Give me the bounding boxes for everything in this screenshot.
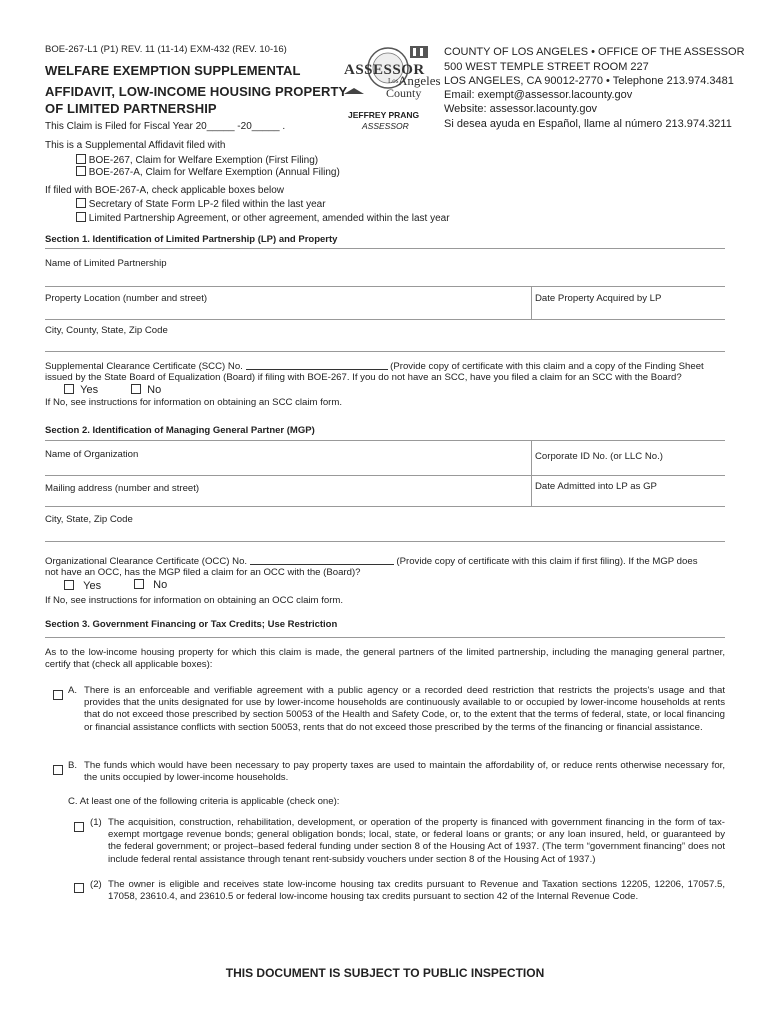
criterion-c2-label: (2) [90,879,102,890]
criterion-c2-text: The owner is eligible and receives state low-income housing tax credits pursuant to Revenue and Taxation sections 12205, 12206, 17057.5, 17058, 23610.4, and 23610.5 or federal low-income housing tax credits pursuant to section 42 of the Internal Revenue Code. [108,879,725,903]
mailing-address-input[interactable] [45,494,525,504]
criterion-c2-checkbox[interactable] [74,883,84,893]
org-name-input[interactable] [45,461,525,473]
mgp-city-label: City, State, Zip Code [45,514,133,525]
occ-label: Organizational Clearance Certificate (OCC) No. [45,556,248,567]
section3-intro: As to the low-income housing property for which this claim is made, the general partners of the limited partnership, including the managing general partner, certify that (check all applicable boxes): [45,647,725,671]
lp2-label: Secretary of State Form LP-2 filed within the last year [88,199,326,210]
mgp-city-input[interactable] [45,527,725,539]
criterion-c-text: C. At least one of the following criteria is applicable (check one): [68,796,340,807]
section1-heading: Section 1. Identification of Limited Partnership (LP) and Property [45,234,338,245]
form-id: BOE-267-L1 (P1) REV. 11 (11-14) EXM-432 (REV. 10-16) [45,44,287,55]
criterion-b-label: B. [68,760,78,771]
corp-id-input[interactable] [535,463,725,473]
boe-267a-label: BOE-267-A, Claim for Welfare Exemption (Annual Filing) [88,167,340,178]
lp-agreement-checkbox[interactable] [76,212,86,222]
assessor-role: ASSESSOR [362,121,409,131]
org-name-label: Name of Organization [45,449,139,460]
office-spanish-help: Si desea ayuda en Español, llame al número 213.974.3211 [444,118,732,130]
criterion-a-label: A. [68,685,78,696]
occ-instructions: (Provide copy of certificate with this claim if first filing). If the MGP does [396,556,698,567]
scc-no-checkbox[interactable] [131,384,141,394]
logo-angeles-text: Angeles [398,73,441,88]
property-city-input[interactable] [45,337,725,349]
scc-yes-label: Yes [80,384,99,396]
criterion-a-checkbox[interactable] [53,690,63,700]
criterion-a-text: There is an enforceable and verifiable agreement with a public agency or a recorded deed restriction that restricts the projects's usage and that provides that the units designated for use by lower-income households are continuously available to or occupied by lower-income households at rents that do not exceed those prescribed by section 50053 of the Health and Safety Code, or, to the extent that the terms of federal, state, or local financing or financial assistance conflicts with section 50053, rents that do not exceed those prescribed by the terms of the financing or financial assistance. [84,685,725,733]
boe-267-label: BOE-267, Claim for Welfare Exemption (First Filing) [88,155,319,166]
assessor-name: JEFFREY PRANG [348,110,420,120]
date-acquired-label: Date Property Acquired by LP [535,293,662,304]
criterion-c1-checkbox[interactable] [74,822,84,832]
occ-yes-label: Yes [83,580,102,592]
lp2-checkbox[interactable] [76,198,86,208]
form-title-line1: WELFARE EXEMPTION SUPPLEMENTAL [45,63,301,78]
boe-267-checkbox[interactable] [76,154,86,164]
criterion-b-checkbox[interactable] [53,765,63,775]
office-line1: COUNTY OF LOS ANGELES • OFFICE OF THE ASSESSOR [444,46,745,58]
logo-county-text: County [386,86,422,100]
criterion-c1-text: The acquisition, construction, rehabilitation, development, or operation of the property is financed with government financing in the form of tax-exempt mortgage revenue bonds; general obligation bonds; local, state, or federal loans or grants; or any loan insured, held, or guaranteed by the federal government; or project–based federal funding under section 8 of the Housing Act of 1937. (The term “government financing” does not include federal rental assistance through tenant rent-subsidy vouchers under section 8 of the Housing Act of 1937.) [108,817,725,865]
occ-question: not have an OCC, has the MGP filed a claim for an OCC with the (Board)? [45,567,361,578]
office-line2: 500 WEST TEMPLE STREET ROOM 227 [444,61,649,73]
criterion-c1-label: (1) [90,817,102,828]
scc-number-input[interactable] [246,360,388,370]
occ-no-label: No [153,579,168,591]
scc-note: If No, see instructions for information on obtaining an SCC claim form. [45,397,343,408]
occ-no-checkbox[interactable] [134,579,144,589]
fiscal-year-field: This Claim is Filed for Fiscal Year 20_____ -20_____ . [45,121,286,132]
corp-id-label: Corporate ID No. (or LLC No.) [535,451,663,462]
lp-name-label: Name of Limited Partnership [45,258,167,269]
lp-agreement-label: Limited Partnership Agreement, or other agreement, amended within the last year [88,213,450,224]
form-title-line2: AFFIDAVIT, LOW-INCOME HOUSING PROPERTY [45,84,348,99]
filed-with-intro2: If filed with BOE-267-A, check applicable boxes below [45,185,285,196]
office-email: Email: exempt@assessor.lacounty.gov [444,89,633,101]
section3-heading: Section 3. Government Financing or Tax Credits; Use Restriction [45,619,338,630]
assessor-logo [340,44,441,136]
office-line3: LOS ANGELES, CA 90012-2770 • Telephone 213.974.3481 [444,75,734,87]
mailing-address-label: Mailing address (number and street) [45,483,200,494]
office-website: Website: assessor.lacounty.gov [444,103,598,115]
public-inspection-notice: THIS DOCUMENT IS SUBJECT TO PUBLIC INSPECTION [225,966,545,980]
property-city-label: City, County, State, Zip Code [45,325,168,336]
property-location-input[interactable] [45,305,525,317]
section2-heading: Section 2. Identification of Managing General Partner (MGP) [45,425,315,436]
scc-question: issued by the State Board of Equalization (Board) if filing with BOE-267. If you do not have an SCC, have you filed a claim for an SCC with the Board? [45,372,682,383]
scc-no-label: No [147,384,162,396]
form-title-line3: OF LIMITED PARTNERSHIP [45,101,217,116]
scc-yes-checkbox[interactable] [64,384,74,394]
scc-instructions: (Provide copy of certificate with this claim and a copy of the Finding Sheet [390,361,704,372]
filed-with-intro: This is a Supplemental Affidavit filed with [45,140,226,151]
date-admitted-label: Date Admitted into LP as GP [535,481,657,492]
date-admitted-input[interactable] [535,494,725,504]
logo-los-text: Los [388,77,399,85]
scc-label: Supplemental Clearance Certificate (SCC) No. [45,361,243,372]
lp-name-input[interactable] [45,270,725,282]
property-location-label: Property Location (number and street) [45,293,208,304]
boe-267a-checkbox[interactable] [76,166,86,176]
date-acquired-input[interactable] [535,305,725,317]
occ-note: If No, see instructions for information on obtaining an OCC claim form. [45,595,344,606]
occ-yes-checkbox[interactable] [64,580,74,590]
criterion-b-text: The funds which would have been necessary to pay property taxes are used to maintain the affordability of, or reduce rents otherwise necessary for, the units occupied by lower-income households. [84,760,725,784]
occ-number-input[interactable] [250,555,394,565]
logo-assessor-text: ASSESSOR [344,62,425,78]
